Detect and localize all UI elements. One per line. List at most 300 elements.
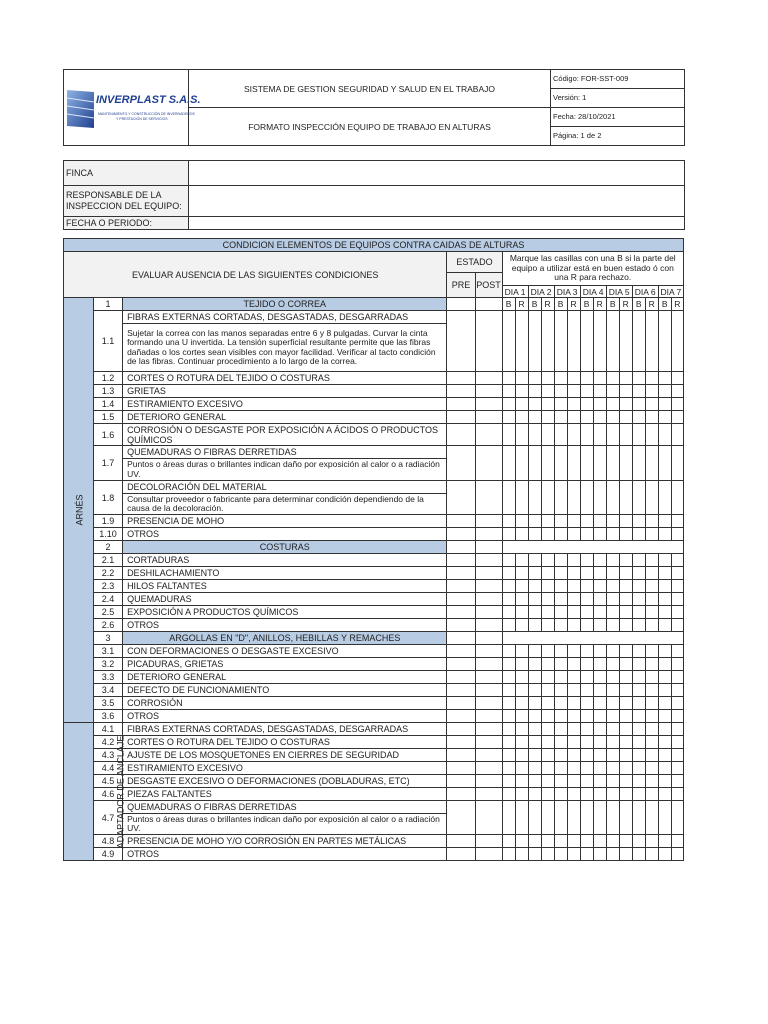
check-cell[interactable] [671, 775, 683, 788]
check-cell[interactable] [541, 567, 554, 580]
check-cell[interactable] [528, 723, 541, 736]
check-cell[interactable] [632, 515, 645, 528]
check-cell[interactable] [447, 515, 475, 528]
check-cell[interactable] [515, 372, 528, 385]
check-cell[interactable] [619, 424, 632, 446]
finca-field[interactable] [189, 161, 685, 186]
check-cell[interactable] [528, 424, 541, 446]
check-cell[interactable] [593, 775, 606, 788]
check-cell[interactable] [632, 311, 645, 372]
check-cell[interactable] [658, 515, 671, 528]
check-cell[interactable] [515, 385, 528, 398]
check-cell[interactable] [645, 372, 658, 385]
check-cell[interactable] [447, 311, 475, 372]
check-cell[interactable] [567, 710, 580, 723]
check-cell[interactable] [567, 311, 580, 372]
check-cell[interactable] [502, 749, 515, 762]
check-cell[interactable] [606, 567, 619, 580]
check-cell[interactable] [658, 385, 671, 398]
check-cell[interactable] [447, 593, 475, 606]
check-cell[interactable] [541, 736, 554, 749]
check-cell[interactable] [502, 385, 515, 398]
check-cell[interactable] [671, 671, 683, 684]
check-cell[interactable] [554, 424, 567, 446]
check-cell[interactable] [447, 710, 475, 723]
check-cell[interactable] [567, 593, 580, 606]
check-cell[interactable] [528, 481, 541, 515]
check-cell[interactable] [632, 398, 645, 411]
check-cell[interactable] [619, 775, 632, 788]
check-cell[interactable] [515, 528, 528, 541]
check-cell[interactable] [606, 515, 619, 528]
check-cell[interactable] [528, 801, 541, 835]
check-cell[interactable] [528, 554, 541, 567]
check-cell[interactable] [475, 398, 502, 411]
check-cell[interactable] [475, 372, 502, 385]
check-cell[interactable] [554, 446, 567, 481]
check-cell[interactable] [580, 481, 593, 515]
check-cell[interactable] [645, 749, 658, 762]
check-cell[interactable] [671, 515, 683, 528]
check-cell[interactable] [658, 398, 671, 411]
check-cell[interactable] [528, 619, 541, 632]
check-cell[interactable] [632, 528, 645, 541]
check-cell[interactable] [632, 593, 645, 606]
check-cell[interactable] [671, 554, 683, 567]
check-cell[interactable] [502, 801, 515, 835]
check-cell[interactable] [606, 835, 619, 848]
check-cell[interactable] [593, 749, 606, 762]
check-cell[interactable] [619, 749, 632, 762]
check-cell[interactable] [632, 372, 645, 385]
check-cell[interactable] [593, 528, 606, 541]
check-cell[interactable] [502, 762, 515, 775]
check-cell[interactable] [475, 788, 502, 801]
check-cell[interactable] [632, 697, 645, 710]
check-cell[interactable] [580, 606, 593, 619]
check-cell[interactable] [528, 835, 541, 848]
check-cell[interactable] [580, 848, 593, 861]
check-cell[interactable] [447, 749, 475, 762]
check-cell[interactable] [593, 848, 606, 861]
check-cell[interactable] [541, 385, 554, 398]
check-cell[interactable] [593, 645, 606, 658]
check-cell[interactable] [475, 801, 502, 835]
check-cell[interactable] [475, 645, 502, 658]
check-cell[interactable] [475, 671, 502, 684]
check-cell[interactable] [645, 671, 658, 684]
check-cell[interactable] [567, 775, 580, 788]
check-cell[interactable] [619, 593, 632, 606]
check-cell[interactable] [475, 749, 502, 762]
check-cell[interactable] [671, 788, 683, 801]
check-cell[interactable] [541, 619, 554, 632]
check-cell[interactable] [447, 835, 475, 848]
check-cell[interactable] [658, 801, 671, 835]
check-cell[interactable] [554, 697, 567, 710]
check-cell[interactable] [502, 411, 515, 424]
check-cell[interactable] [580, 835, 593, 848]
check-cell[interactable] [593, 398, 606, 411]
check-cell[interactable] [658, 762, 671, 775]
check-cell[interactable] [632, 481, 645, 515]
check-cell[interactable] [567, 385, 580, 398]
check-cell[interactable] [528, 736, 541, 749]
check-cell[interactable] [515, 411, 528, 424]
check-cell[interactable] [632, 671, 645, 684]
check-cell[interactable] [645, 424, 658, 446]
check-cell[interactable] [580, 385, 593, 398]
check-cell[interactable] [658, 697, 671, 710]
check-cell[interactable] [658, 671, 671, 684]
check-cell[interactable] [671, 749, 683, 762]
check-cell[interactable] [515, 749, 528, 762]
check-cell[interactable] [447, 606, 475, 619]
check-cell[interactable] [632, 723, 645, 736]
check-cell[interactable] [619, 446, 632, 481]
check-cell[interactable] [606, 372, 619, 385]
check-cell[interactable] [515, 801, 528, 835]
check-cell[interactable] [671, 398, 683, 411]
check-cell[interactable] [554, 671, 567, 684]
check-cell[interactable] [658, 835, 671, 848]
check-cell[interactable] [593, 372, 606, 385]
check-cell[interactable] [593, 684, 606, 697]
check-cell[interactable] [619, 311, 632, 372]
check-cell[interactable] [502, 671, 515, 684]
check-cell[interactable] [619, 385, 632, 398]
check-cell[interactable] [619, 697, 632, 710]
check-cell[interactable] [447, 848, 475, 861]
check-cell[interactable] [658, 749, 671, 762]
check-cell[interactable] [580, 567, 593, 580]
check-cell[interactable] [645, 788, 658, 801]
check-cell[interactable] [580, 671, 593, 684]
check-cell[interactable] [541, 835, 554, 848]
check-cell[interactable] [475, 697, 502, 710]
check-cell[interactable] [502, 645, 515, 658]
check-cell[interactable] [593, 801, 606, 835]
check-cell[interactable] [528, 848, 541, 861]
check-cell[interactable] [645, 619, 658, 632]
check-cell[interactable] [580, 658, 593, 671]
check-cell[interactable] [541, 788, 554, 801]
check-cell[interactable] [593, 671, 606, 684]
check-cell[interactable] [447, 645, 475, 658]
check-cell[interactable] [554, 411, 567, 424]
check-cell[interactable] [658, 481, 671, 515]
check-cell[interactable] [645, 775, 658, 788]
check-cell[interactable] [671, 645, 683, 658]
check-cell[interactable] [567, 567, 580, 580]
check-cell[interactable] [475, 424, 502, 446]
check-cell[interactable] [619, 411, 632, 424]
check-cell[interactable] [671, 580, 683, 593]
check-cell[interactable] [475, 848, 502, 861]
check-cell[interactable] [606, 658, 619, 671]
check-cell[interactable] [447, 697, 475, 710]
check-cell[interactable] [528, 385, 541, 398]
check-cell[interactable] [528, 697, 541, 710]
check-cell[interactable] [528, 567, 541, 580]
check-cell[interactable] [658, 684, 671, 697]
check-cell[interactable] [606, 671, 619, 684]
check-cell[interactable] [528, 684, 541, 697]
check-cell[interactable] [606, 749, 619, 762]
check-cell[interactable] [475, 710, 502, 723]
check-cell[interactable] [554, 567, 567, 580]
check-cell[interactable] [447, 554, 475, 567]
check-cell[interactable] [593, 606, 606, 619]
check-cell[interactable] [541, 424, 554, 446]
check-cell[interactable] [658, 658, 671, 671]
check-cell[interactable] [632, 606, 645, 619]
check-cell[interactable] [502, 515, 515, 528]
check-cell[interactable] [619, 554, 632, 567]
check-cell[interactable] [580, 736, 593, 749]
check-cell[interactable] [593, 762, 606, 775]
check-cell[interactable] [567, 515, 580, 528]
check-cell[interactable] [567, 619, 580, 632]
check-cell[interactable] [593, 411, 606, 424]
check-cell[interactable] [593, 567, 606, 580]
check-cell[interactable] [554, 684, 567, 697]
check-cell[interactable] [554, 801, 567, 835]
check-cell[interactable] [645, 580, 658, 593]
check-cell[interactable] [554, 528, 567, 541]
check-cell[interactable] [475, 736, 502, 749]
check-cell[interactable] [671, 697, 683, 710]
check-cell[interactable] [593, 658, 606, 671]
check-cell[interactable] [593, 710, 606, 723]
check-cell[interactable] [541, 481, 554, 515]
check-cell[interactable] [567, 684, 580, 697]
check-cell[interactable] [606, 580, 619, 593]
check-cell[interactable] [606, 593, 619, 606]
check-cell[interactable] [580, 411, 593, 424]
check-cell[interactable] [447, 736, 475, 749]
check-cell[interactable] [541, 848, 554, 861]
check-cell[interactable] [580, 684, 593, 697]
check-cell[interactable] [619, 528, 632, 541]
check-cell[interactable] [567, 424, 580, 446]
check-cell[interactable] [554, 311, 567, 372]
check-cell[interactable] [528, 658, 541, 671]
check-cell[interactable] [502, 723, 515, 736]
check-cell[interactable] [567, 372, 580, 385]
check-cell[interactable] [619, 515, 632, 528]
check-cell[interactable] [619, 398, 632, 411]
check-cell[interactable] [515, 684, 528, 697]
check-cell[interactable] [632, 736, 645, 749]
check-cell[interactable] [645, 481, 658, 515]
check-cell[interactable] [658, 848, 671, 861]
check-cell[interactable] [645, 835, 658, 848]
check-cell[interactable] [567, 835, 580, 848]
check-cell[interactable] [632, 619, 645, 632]
check-cell[interactable] [671, 385, 683, 398]
check-cell[interactable] [632, 801, 645, 835]
check-cell[interactable] [502, 788, 515, 801]
check-cell[interactable] [475, 385, 502, 398]
check-cell[interactable] [580, 311, 593, 372]
check-cell[interactable] [632, 424, 645, 446]
check-cell[interactable] [619, 671, 632, 684]
check-cell[interactable] [619, 801, 632, 835]
check-cell[interactable] [671, 801, 683, 835]
check-cell[interactable] [606, 619, 619, 632]
check-cell[interactable] [502, 481, 515, 515]
check-cell[interactable] [515, 658, 528, 671]
check-cell[interactable] [567, 697, 580, 710]
check-cell[interactable] [619, 848, 632, 861]
check-cell[interactable] [528, 593, 541, 606]
check-cell[interactable] [475, 311, 502, 372]
check-cell[interactable] [580, 446, 593, 481]
check-cell[interactable] [645, 736, 658, 749]
check-cell[interactable] [580, 515, 593, 528]
check-cell[interactable] [580, 372, 593, 385]
check-cell[interactable] [541, 801, 554, 835]
check-cell[interactable] [658, 710, 671, 723]
check-cell[interactable] [580, 398, 593, 411]
check-cell[interactable] [475, 723, 502, 736]
check-cell[interactable] [515, 311, 528, 372]
check-cell[interactable] [541, 580, 554, 593]
check-cell[interactable] [606, 723, 619, 736]
check-cell[interactable] [541, 658, 554, 671]
check-cell[interactable] [554, 762, 567, 775]
check-cell[interactable] [671, 593, 683, 606]
check-cell[interactable] [567, 554, 580, 567]
check-cell[interactable] [619, 372, 632, 385]
check-cell[interactable] [567, 762, 580, 775]
check-cell[interactable] [541, 311, 554, 372]
check-cell[interactable] [619, 710, 632, 723]
check-cell[interactable] [475, 411, 502, 424]
check-cell[interactable] [671, 710, 683, 723]
check-cell[interactable] [671, 762, 683, 775]
check-cell[interactable] [541, 515, 554, 528]
check-cell[interactable] [658, 736, 671, 749]
check-cell[interactable] [593, 424, 606, 446]
check-cell[interactable] [447, 411, 475, 424]
check-cell[interactable] [658, 446, 671, 481]
check-cell[interactable] [475, 762, 502, 775]
check-cell[interactable] [645, 684, 658, 697]
check-cell[interactable] [475, 658, 502, 671]
check-cell[interactable] [554, 398, 567, 411]
check-cell[interactable] [528, 710, 541, 723]
check-cell[interactable] [502, 424, 515, 446]
check-cell[interactable] [619, 723, 632, 736]
check-cell[interactable] [593, 311, 606, 372]
check-cell[interactable] [671, 606, 683, 619]
check-cell[interactable] [619, 619, 632, 632]
check-cell[interactable] [502, 697, 515, 710]
check-cell[interactable] [475, 593, 502, 606]
check-cell[interactable] [515, 697, 528, 710]
check-cell[interactable] [606, 424, 619, 446]
check-cell[interactable] [658, 372, 671, 385]
check-cell[interactable] [502, 835, 515, 848]
check-cell[interactable] [645, 411, 658, 424]
check-cell[interactable] [606, 684, 619, 697]
check-cell[interactable] [619, 684, 632, 697]
check-cell[interactable] [502, 580, 515, 593]
check-cell[interactable] [447, 372, 475, 385]
check-cell[interactable] [447, 424, 475, 446]
check-cell[interactable] [528, 580, 541, 593]
check-cell[interactable] [567, 645, 580, 658]
check-cell[interactable] [541, 697, 554, 710]
check-cell[interactable] [645, 567, 658, 580]
check-cell[interactable] [515, 424, 528, 446]
check-cell[interactable] [580, 424, 593, 446]
check-cell[interactable] [606, 481, 619, 515]
check-cell[interactable] [541, 762, 554, 775]
check-cell[interactable] [593, 481, 606, 515]
check-cell[interactable] [593, 580, 606, 593]
check-cell[interactable] [554, 515, 567, 528]
check-cell[interactable] [475, 775, 502, 788]
check-cell[interactable] [645, 848, 658, 861]
check-cell[interactable] [645, 762, 658, 775]
check-cell[interactable] [447, 801, 475, 835]
check-cell[interactable] [541, 606, 554, 619]
check-cell[interactable] [502, 606, 515, 619]
check-cell[interactable] [447, 580, 475, 593]
check-cell[interactable] [515, 723, 528, 736]
check-cell[interactable] [515, 515, 528, 528]
check-cell[interactable] [606, 411, 619, 424]
check-cell[interactable] [593, 554, 606, 567]
check-cell[interactable] [528, 411, 541, 424]
check-cell[interactable] [671, 835, 683, 848]
check-cell[interactable] [475, 619, 502, 632]
check-cell[interactable] [502, 593, 515, 606]
check-cell[interactable] [475, 684, 502, 697]
check-cell[interactable] [645, 645, 658, 658]
check-cell[interactable] [475, 515, 502, 528]
check-cell[interactable] [541, 398, 554, 411]
check-cell[interactable] [554, 580, 567, 593]
check-cell[interactable] [567, 606, 580, 619]
check-cell[interactable] [645, 554, 658, 567]
check-cell[interactable] [515, 593, 528, 606]
check-cell[interactable] [554, 723, 567, 736]
check-cell[interactable] [580, 723, 593, 736]
check-cell[interactable] [606, 311, 619, 372]
check-cell[interactable] [502, 311, 515, 372]
check-cell[interactable] [632, 658, 645, 671]
check-cell[interactable] [447, 528, 475, 541]
check-cell[interactable] [541, 528, 554, 541]
check-cell[interactable] [528, 749, 541, 762]
check-cell[interactable] [593, 385, 606, 398]
check-cell[interactable] [502, 848, 515, 861]
check-cell[interactable] [580, 710, 593, 723]
check-cell[interactable] [502, 684, 515, 697]
check-cell[interactable] [447, 619, 475, 632]
check-cell[interactable] [619, 580, 632, 593]
check-cell[interactable] [645, 710, 658, 723]
check-cell[interactable] [541, 775, 554, 788]
check-cell[interactable] [554, 835, 567, 848]
check-cell[interactable] [632, 762, 645, 775]
check-cell[interactable] [606, 645, 619, 658]
check-cell[interactable] [475, 580, 502, 593]
